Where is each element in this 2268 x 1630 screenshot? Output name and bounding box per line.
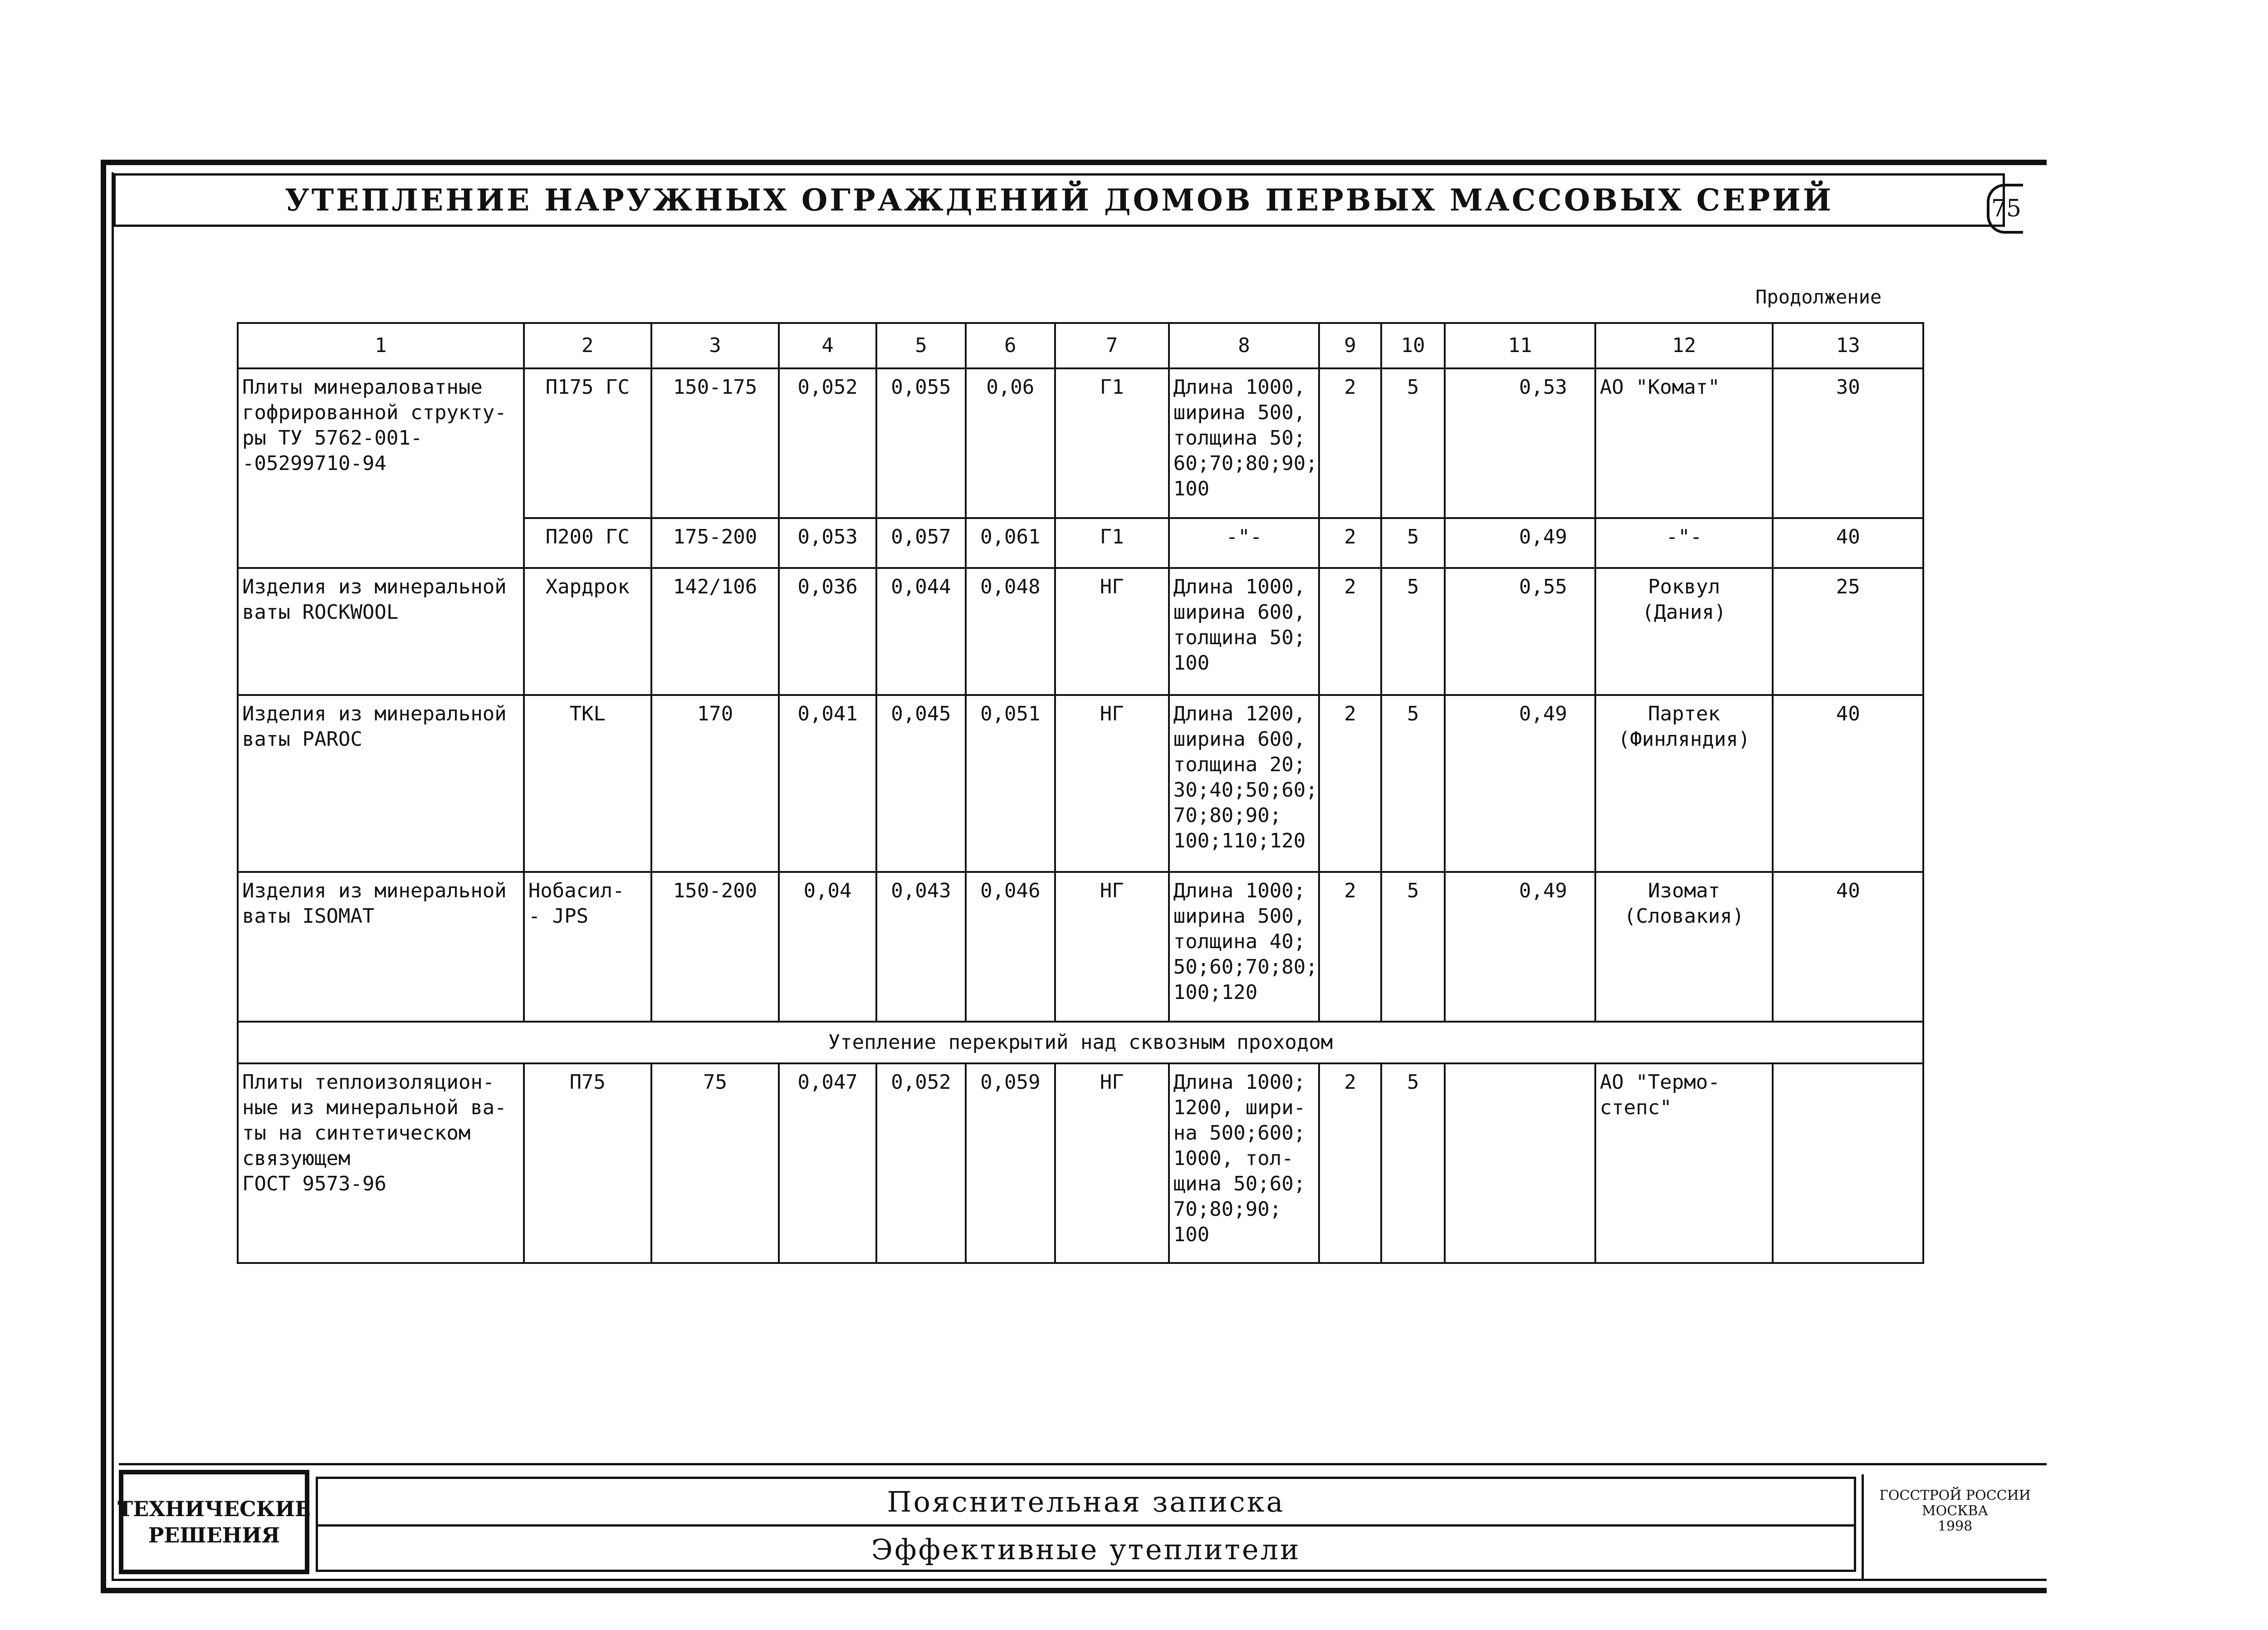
column-header: 13	[1773, 323, 1923, 368]
frame-left-line	[101, 160, 106, 1593]
manufacturer-cell: АО "Термо- степс"	[1595, 1063, 1773, 1263]
value-cell: 5	[1381, 368, 1445, 518]
value-cell: 5	[1381, 695, 1445, 872]
density-cell: 142/106	[651, 568, 779, 695]
flammability-cell: Г1	[1055, 518, 1169, 568]
mark-cell: П75	[524, 1063, 651, 1263]
density-cell: 170	[651, 695, 779, 872]
value-cell: 0,045	[876, 695, 966, 872]
value-cell: 5	[1381, 872, 1445, 1022]
column-header: 7	[1055, 323, 1169, 368]
manufacturer-cell: -"-	[1595, 518, 1773, 568]
column-header: 1	[238, 323, 524, 368]
page-number: 75	[1987, 184, 2023, 234]
value-cell: 0,055	[876, 368, 966, 518]
value-cell: 0,046	[966, 872, 1055, 1022]
value-cell: 40	[1773, 518, 1923, 568]
org-line-3: 1998	[1937, 1518, 1973, 1534]
product-name-cell: Плиты теплоизоляцион- ные из минеральной ва- ты на синтетическом связующем ГОСТ 9573-96	[238, 1063, 524, 1263]
table-row	[238, 872, 1923, 1022]
mark-cell: TKL	[524, 695, 651, 872]
value-cell: 40	[1773, 695, 1923, 872]
mark-cell: Нобасил- - JPS	[524, 872, 651, 1022]
mark-cell: П175 ГС	[524, 368, 651, 518]
product-name-cell: Изделия из минеральной ваты ROCKWOOL	[238, 568, 524, 695]
value-cell: 0,49	[1445, 695, 1595, 872]
value-cell: 2	[1319, 568, 1381, 695]
value-cell: 2	[1319, 518, 1381, 568]
flammability-cell: НГ	[1055, 1063, 1169, 1263]
category-line-1: ТЕХНИЧЕСКИЕ	[117, 1497, 311, 1521]
mark-cell: Хардрок	[524, 568, 651, 695]
value-cell: 0,04	[779, 872, 876, 1022]
density-cell: 75	[651, 1063, 779, 1263]
value-cell: 2	[1319, 872, 1381, 1022]
dimensions-cell: -"-	[1169, 518, 1319, 568]
dimensions-cell: Длина 1000, ширина 600, толщина 50; 100	[1169, 568, 1319, 695]
section-title: Утепление перекрытий над сквозным проходом	[238, 1022, 1923, 1063]
value-cell: 0,043	[876, 872, 966, 1022]
density-cell: 150-175	[651, 368, 779, 518]
value-cell: 5	[1381, 1063, 1445, 1263]
density-cell: 150-200	[651, 872, 779, 1022]
manufacturer-cell: Роквул (Дания)	[1595, 568, 1773, 695]
manufacturer-cell: Изомат (Словакия)	[1595, 872, 1773, 1022]
manufacturer-cell: АО "Комат"	[1595, 368, 1773, 518]
document-title: Пояснительная записка	[887, 1485, 1285, 1518]
frame-inner-left-line	[112, 172, 114, 1581]
page-title: УТЕПЛЕНИЕ НАРУЖНЫХ ОГРАЖДЕНИЙ ДОМОВ ПЕРВЫХ МАССОВЫХ СЕРИЙ	[285, 182, 1833, 218]
flammability-cell: НГ	[1055, 872, 1169, 1022]
value-cell	[1445, 1063, 1595, 1263]
document-subtitle: Эффективные утеплители	[318, 1524, 1854, 1572]
product-name-cell: Изделия из минеральной ваты ISOMAT	[238, 872, 524, 1022]
value-cell: 0,044	[876, 568, 966, 695]
dimensions-cell: Длина 1000; 1200, шири- на 500;600; 1000, тол- щина 50;60; 70;80;90; 100	[1169, 1063, 1319, 1263]
continuation-label: Продолжение	[1755, 286, 1882, 308]
value-cell: 2	[1319, 1063, 1381, 1263]
title-block-main	[316, 1477, 1856, 1572]
mark-cell: П200 ГС	[524, 518, 651, 568]
value-cell: 5	[1381, 518, 1445, 568]
dimensions-cell: Длина 1000, ширина 500, толщина 50; 60;70;80;90; 100	[1169, 368, 1319, 518]
value-cell: 0,051	[966, 695, 1055, 872]
value-cell	[1773, 1063, 1923, 1263]
column-header: 6	[966, 323, 1055, 368]
flammability-cell: НГ	[1055, 568, 1169, 695]
column-header: 2	[524, 323, 651, 368]
value-cell: 0,036	[779, 568, 876, 695]
value-cell: 0,06	[966, 368, 1055, 518]
dimensions-cell: Длина 1200, ширина 600, толщина 20; 30;40;50;60; 70;80;90; 100;110;120	[1169, 695, 1319, 872]
value-cell: 0,55	[1445, 568, 1595, 695]
frame-inner-bottom-line	[113, 1579, 2047, 1581]
title-block-organization	[1864, 1474, 2046, 1579]
flammability-cell: НГ	[1055, 695, 1169, 872]
column-header: 9	[1319, 323, 1381, 368]
insulation-table	[237, 322, 1924, 1264]
value-cell: 0,057	[876, 518, 966, 568]
value-cell: 0,048	[966, 568, 1055, 695]
column-header: 3	[651, 323, 779, 368]
column-header: 12	[1595, 323, 1773, 368]
table-row	[238, 568, 1923, 695]
value-cell: 0,059	[966, 1063, 1055, 1263]
value-cell: 2	[1319, 695, 1381, 872]
value-cell: 40	[1773, 872, 1923, 1022]
dimensions-cell: Длина 1000; ширина 500, толщина 40; 50;60;70;80; 100;120	[1169, 872, 1319, 1022]
table-header-row	[238, 323, 1923, 368]
value-cell: 0,052	[779, 368, 876, 518]
category-line-2: РЕШЕНИЯ	[148, 1523, 280, 1547]
title-block-top-line	[119, 1463, 2047, 1465]
value-cell: 0,53	[1445, 368, 1595, 518]
header-banner	[113, 173, 2005, 227]
value-cell: 0,052	[876, 1063, 966, 1263]
column-header: 10	[1381, 323, 1445, 368]
column-header: 11	[1445, 323, 1595, 368]
column-header: 5	[876, 323, 966, 368]
section-row	[238, 1022, 1923, 1063]
table-row	[238, 368, 1923, 518]
value-cell: 0,49	[1445, 518, 1595, 568]
title-block-category	[119, 1470, 309, 1574]
density-cell: 175-200	[651, 518, 779, 568]
value-cell: 30	[1773, 368, 1923, 518]
column-header: 4	[779, 323, 876, 368]
manufacturer-cell: Партек (Финляндия)	[1595, 695, 1773, 872]
org-line-1: ГОССТРОЙ РОССИИ	[1879, 1488, 2031, 1503]
value-cell: 2	[1319, 368, 1381, 518]
value-cell: 5	[1381, 568, 1445, 695]
value-cell: 0,053	[779, 518, 876, 568]
flammability-cell: Г1	[1055, 368, 1169, 518]
value-cell: 0,041	[779, 695, 876, 872]
value-cell: 0,49	[1445, 872, 1595, 1022]
title-block-separator	[1862, 1474, 1864, 1580]
table-row	[238, 1063, 1923, 1263]
value-cell: 0,047	[779, 1063, 876, 1263]
frame-top-line	[101, 160, 2047, 165]
frame-bottom-line	[101, 1588, 2047, 1593]
value-cell: 25	[1773, 568, 1923, 695]
table-row	[238, 695, 1923, 872]
column-header: 8	[1169, 323, 1319, 368]
product-name-cell: Изделия из минеральной ваты PAROC	[238, 695, 524, 872]
value-cell: 0,061	[966, 518, 1055, 568]
product-name-cell: Плиты минераловатные гофрированной структу- ры ТУ 5762-001- -05299710-94	[238, 368, 524, 568]
org-line-2: МОСКВА	[1921, 1503, 1989, 1519]
